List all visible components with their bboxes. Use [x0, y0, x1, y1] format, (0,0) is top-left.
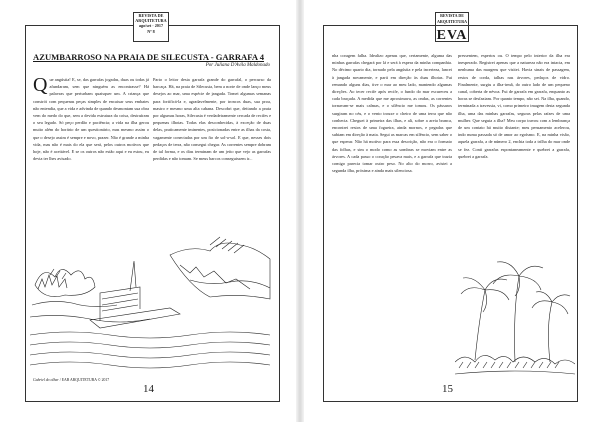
palm-trees-illustration	[455, 250, 575, 380]
badge-top-text: REVISTA DE ARQUITETURA	[436, 13, 467, 24]
credit-rest: / EAB ARQUITETURA © 2017	[58, 378, 110, 382]
badge-line: Nº 8	[147, 28, 155, 34]
beach-sketch-illustration	[30, 225, 275, 375]
eva-logo-badge	[435, 12, 469, 42]
right-column-1: nha coragem falha. Idealizo apenas que, certamente, alguma das minhas garrafas chegará por lá e será à espera da minha companhia. No décimo quarto dia, tornado pela angústia e pela incerteza, lancei à jangada novamente, e parti em direção às duas ilhotas. Fui remando alguns dias, tive o mar ao meu lado, mantendo algumas direções. Ao tecer recife após recife, o fundo do mar escureceu a cada braçada. A medida que me aproximava, as ondas, as correntes tornavam-se mais calmas, e o silêncio me tomou. Os pássaros surgiram no céu, e o vento trouxe o cheiro de uma terra que não conhecia. Cheguei à primeira das ilhas, e ali, sobre a areia branca, encontrei restos de uma fogueira, ainda mornos, e pegadas que subiam em direção à mata. Segui as marcas em silêncio, sem saber o que esperar. Não há motivo para essa descrição, não era o formato das folhas, e sim o modo como as sombras se moviam entre as árvores. A cada passo o coração pesava mais, e a garrafa que trazia comigo parecia tomar outro peso. No alto do morro, avistei a segunda ilha, próxima e ainda mais silenciosa.	[332, 53, 452, 174]
article-author: Por Juliana D'Avila Maldonado	[205, 63, 270, 68]
badge-line: ARQUITETURA	[135, 18, 167, 24]
drop-cap: Q	[33, 76, 48, 96]
badge-line: REVISTA DE	[138, 13, 164, 18]
issue-badge	[133, 12, 169, 42]
left-column-1-text: ue angústia! E, se, das garrafas jogadas, duas ou todas já afundaram, sem que ninguém as encontrasse? Há palavras que perturbam quaisquer um. A criança que constrói com pequenas peças simples de encaixar seus embates não entendia, que a vida e advinda de quando desmontam sua obra vem do medo do que, sem a devida estrutura da coisa, destruíram o seu legado. Só peço perdão e paciência; a vida na ilha gerou muito além do horário de um questionário, mas mesmo assim o que o desejo assim é sempre e novo, prazer. Não é grande a minha vida, mas não é mais do ela que será, pelos outros motivos que hoje, não é aceitável. E se os outros não estão aqui e eu estou, eu devia ter lhes avisado.	[33, 77, 149, 162]
credit-author: Gabriel do olhar	[33, 378, 59, 382]
page-number-right: 15	[442, 383, 453, 395]
badge-line: ago/set · 2017	[138, 23, 164, 29]
left-column-2: Parto o leitor desta garrafa grande do garrafal, o percurso da barcaça. Há, na praia de Silecusta, bem a norte de onde lanço meus desejos ao mar, uma espécie de jangada. Tomei algumas semanas para fortificá-la e, agradavelmente, por troncos duas, sua proa, mastro e mesmo uma alta cabana. Descobri que, deitando a prata por algumas horas, Silecusta é verdadeiramente cercada de recifes e pequenas ilhotas. Todas elas desconhecidas, à exceção de duas delas, praticamente iminentes, posicionadas entre as ilhas da costa, vagamente conectadas por um fio de sol-a-sol. E que, nesses dois pedaços de terra, não consegui chegar. As correntes sempre dobram de tal forma, e os dias terminam de um jeito que vejo as garrafas perdidas e não tomam. Se meus barcos conseguissem ir...	[153, 77, 271, 162]
article-title: AZUMBARROSO NA PRAIA DE SILECUSTA - GARRAFA 4	[33, 52, 265, 62]
illustration-credit	[33, 378, 109, 382]
page-number-left: 14	[143, 383, 154, 395]
badge-logo-text: EVA	[436, 28, 468, 43]
right-column-2: pressentem, espertos ou. O tempo pelo interior da ilha era inesperado. Registrei apenas que a natureza não era intacta, em nenhuma das margens que visitei. Havia sinais de passagem, restos de corda, talhas nas árvores, pedaços de vidro. Finalmente, surgiu a ilha-irmã, do outro lado de um pequeno canal, coberta de névoa. Fui de garrafa em garrafa, enquanto as horas se desfaziam. Por quanto tempo, não sei. Na ilha, quando, terminada a travessia, vi, como primeiro imagem desta segunda ilha, uma das minhas garrafas, seguras pelas raízes de uma mulher. Que seguia a ilha? Meu corpo travou com a lembrança de um contato há muito distante; meu pensamento acelerou, indo numa passada só de amor ao egoísmo. E, na minha visão, aquela garrafa, a de número 2, enchia toda a trilha do mar onde se fez. Conti garrafas espontaneamente e quebrei a garrafa, quebrei a garrafa.	[458, 53, 570, 159]
